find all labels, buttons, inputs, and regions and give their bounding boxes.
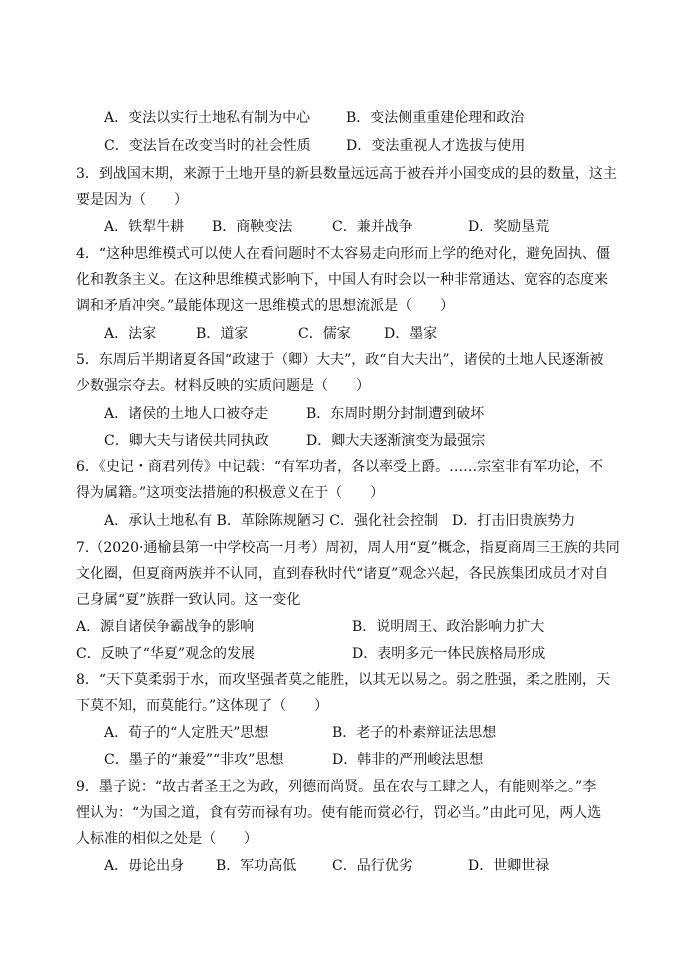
q9-option-b[interactable]: B．军功高低 [216,858,297,874]
q4-option-c[interactable]: C．儒家 [298,326,351,342]
q4-stem-line-1: 4．“这种思维模式可以使人在看问题时不太容易走向形而上学的绝对化，避免固执、僵 [76,246,611,262]
q3-option-b[interactable]: B．商鞅变法 [212,219,293,235]
q5-option-d[interactable]: D．卿大夫逐渐演变为最强宗 [306,433,486,449]
q2-option-d[interactable]: D．变法重视人才选拔与使用 [346,138,526,154]
q7-option-b[interactable]: B．说明周王、政治影响力扩大 [352,619,545,635]
q2-option-a[interactable]: A．变法以实行土地私有制为中心 [104,110,311,126]
q4-stem-line-2: 化和教条主义。在这种思维模式影响下，中国人有时会以一种非常通达、宽容的态度来 [76,272,608,288]
q8-option-c[interactable]: C．墨子的“兼爱”“非攻”思想 [104,752,284,768]
q9-option-d[interactable]: D．世卿世禄 [468,858,550,874]
q7-option-a[interactable]: A．源自诸侯争霸战争的影响 [76,619,255,635]
q9-option-a[interactable]: A．毋论出身 [104,858,185,874]
q9-stem-line-3: 人标准的相似之处是（ ） [76,831,258,847]
q4-stem-line-3: 调和矛盾冲突。”最能体现这一思维模式的思想流派是（ ） [76,298,455,314]
q8-stem-line-2: 下莫不知，而莫能行。”这体现了（ ） [76,698,329,714]
q6-options-row[interactable]: A．承认土地私有 B．革除陈规陋习 C．强化社会控制 D．打击旧贵族势力 [104,513,576,529]
q3-option-a[interactable]: A．铁犁牛耕 [104,219,185,235]
q8-option-a[interactable]: A．荀子的“人定胜天”思想 [104,725,269,741]
q4-option-b[interactable]: B．道家 [196,326,249,342]
q3-option-d[interactable]: D．奖励垦荒 [468,219,550,235]
q2-option-c[interactable]: C．变法旨在改变当时的社会性质 [104,138,311,154]
q6-stem-line-2: 得为属籍。”这项变法措施的积极意义在于（ ） [76,485,385,501]
q3-stem-line-1: 3．到战国末期，来源于土地开垦的新县数量远远高于被吞并小国变成的县的数量，这主 [76,166,617,182]
q8-stem-line-1: 8．“天下莫柔弱于水，而攻坚强者莫之能胜，以其无以易之。弱之胜强，柔之胜刚，天 [76,672,611,688]
q7-option-d[interactable]: D．表明多元一体民族格局形成 [352,646,546,662]
q5-stem-line-2: 少数强宗夺去。材料反映的实质问题是（ ） [76,378,370,394]
q8-option-d[interactable]: D．韩非的严刑峻法思想 [332,752,484,768]
q5-option-b[interactable]: B．东周时期分封制遭到破坏 [306,406,485,422]
q4-option-a[interactable]: A．法家 [104,326,157,342]
q9-stem-line-2: 悝认为：“为国之道，食有劳而禄有功。使有能而赏必行，罚必当。”由此可见，两人选 [76,805,602,821]
q7-stem-line-1: 7.（2020·通榆县第一中学校高一月考）周初，周人用“夏”概念，指夏商周三王族的共同 [76,540,620,556]
q9-stem-line-1: 9．墨子说：“故古者圣王之为政，列德而尚贤。虽在农与工肆之人，有能则举之。”李 [76,779,597,795]
q7-stem-line-3: 己身属“夏”族群一致认同。这一变化 [76,592,301,608]
q8-option-b[interactable]: B．老子的朴素辩证法思想 [332,725,497,741]
q5-option-a[interactable]: A．诸侯的土地人口被夺走 [104,406,269,422]
q5-stem-line-1: 5．东周后半期诸夏各国“政逮于（卿）大夫”，政“自大夫出”，诸侯的土地人民逐渐被 [76,352,604,368]
q2-option-b[interactable]: B．变法侧重重建伦理和政治 [346,110,525,126]
q7-option-c[interactable]: C．反映了“华夏”观念的发展 [76,646,256,662]
q4-option-d[interactable]: D．墨家 [384,326,438,342]
q9-option-c[interactable]: C．品行优劣 [332,858,413,874]
q6-stem-line-1: 6．《史记・商君列传》中记载：“有军功者，各以率受上爵。……宗室非有军功论，不 [76,459,604,475]
q7-stem-line-2: 文化圈，但夏商两族并不认同，直到春秋时代“诸夏”观念兴起，各民族集团成员才对自 [76,566,609,582]
q5-option-c[interactable]: C．卿大夫与诸侯共同执政 [104,433,269,449]
q3-option-c[interactable]: C．兼并战争 [332,219,413,235]
q3-stem-line-2: 要是因为（ ） [76,192,188,208]
